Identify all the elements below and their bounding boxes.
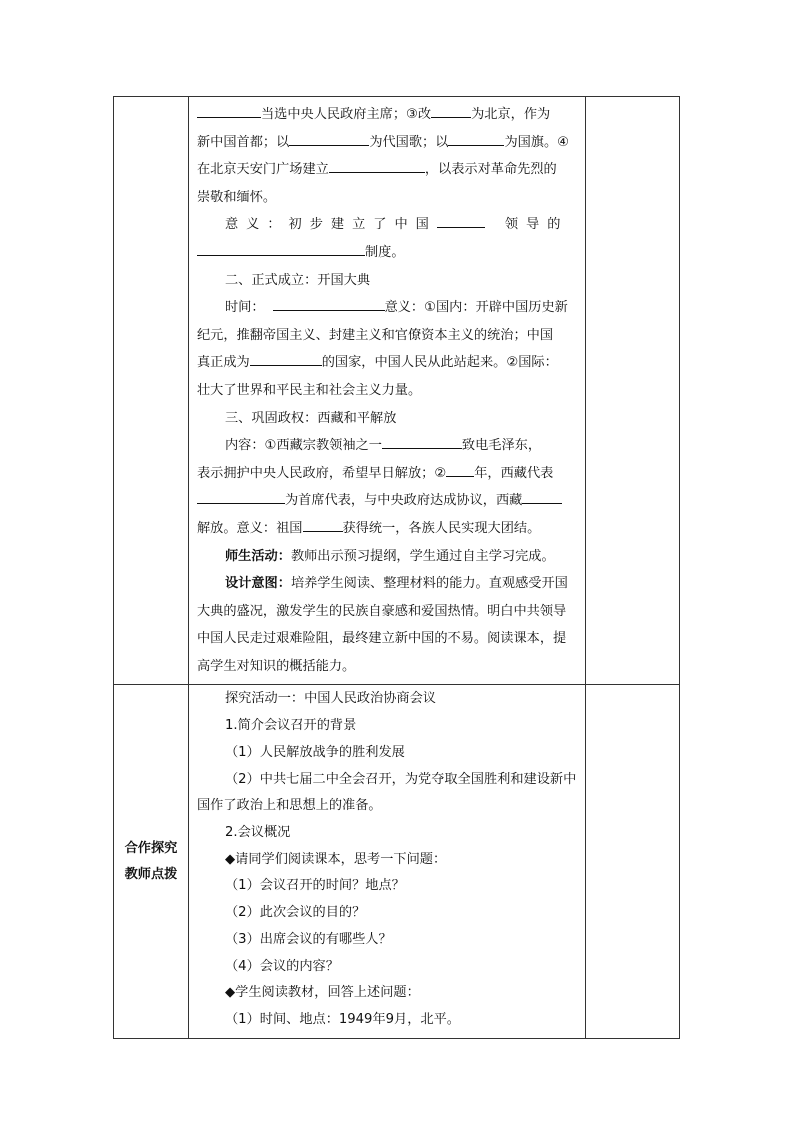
row-label-cell — [114, 685, 189, 1038]
notes-cell — [586, 685, 680, 1038]
section-heading: 二、正式成立：开国大典 — [225, 272, 371, 288]
fill-blank[interactable] — [197, 103, 261, 118]
text-line: 意义：初步建立了中国 领导的 — [197, 211, 578, 239]
fill-blank[interactable] — [431, 103, 471, 118]
text-line: 壮大了世界和平民主和社会主义力量。 — [197, 382, 422, 398]
text-line: （4）会议的内容？ — [225, 958, 339, 974]
text-line: 在北京天安门广场建立 ，以表示对革命先烈的 — [197, 156, 578, 184]
text-line: （1）会议召开的时间？地点？ — [225, 878, 405, 894]
table-row — [114, 685, 680, 1038]
text-line: 1.简介会议召开的背景 — [225, 718, 357, 734]
text-line: 制度。 — [197, 239, 578, 267]
fill-blank[interactable] — [382, 434, 462, 449]
text-line: 纪元，推翻帝国主义、封建主义和官僚资本主义的统治；中国 — [197, 327, 554, 343]
row-label-cell — [114, 97, 189, 685]
text-line: 崇敬和缅怀。 — [197, 189, 277, 205]
text-line: （1）人民解放战争的胜利发展 — [225, 744, 405, 760]
row-label: 教师点拨 — [124, 866, 178, 882]
fill-blank[interactable] — [448, 131, 504, 146]
text-line: 真正成为 的国家，中国人民从此站起来。②国际： — [197, 349, 578, 377]
content-cell — [189, 97, 586, 685]
fill-blank[interactable] — [197, 241, 365, 256]
text-line: （3）出席会议的有哪些人？ — [225, 931, 392, 947]
text-line: 时间： 意义：①国内：开辟中国历史新 — [197, 294, 578, 322]
fill-blank[interactable] — [437, 213, 485, 228]
text-line: （2）中共七届二中全会召开，为党夺取全国胜利和建设新中国作了政治上和思想上的准备。 — [197, 771, 577, 814]
teacher-activity: 师生活动：教师出示预习提纲，学生通过自主学习完成。 — [225, 548, 555, 564]
section-heading: 三、巩固政权：西藏和平解放 — [225, 410, 397, 426]
text-line: ◆请同学们阅读课本，思考一下问题： — [225, 851, 447, 867]
text-line: 解放。意义：祖国 获得统一，各族人民实现大团结。 — [197, 515, 578, 543]
table-row — [114, 97, 680, 685]
design-intent: 设计意图：培养学生阅读、整理材料的能力。直观感受开国大典的盛况，激发学生的民族自豪感和爱国热情。明白中共领导中国人民走过艰难险阻，最终建立新中国的不易。阅读课本，提高学生对知识的概括能力。 — [197, 576, 568, 674]
fill-blank[interactable] — [289, 131, 369, 146]
text-line: 为首席代表，与中央政府达成协议，西藏 — [197, 487, 578, 515]
fill-blank[interactable] — [197, 489, 285, 504]
fill-blank[interactable] — [303, 517, 343, 532]
text-line: 2.会议概况 — [225, 824, 291, 840]
lesson-plan-table — [113, 96, 680, 1039]
text-line: 内容：①西藏宗教领袖之一 致电毛泽东， — [197, 432, 578, 460]
text-line: 表示拥护中央人民政府，希望早日解放；② 年，西藏代表 — [197, 460, 578, 488]
fill-blank[interactable] — [273, 296, 385, 311]
fill-blank[interactable] — [329, 158, 425, 173]
section-heading: 探究活动一：中国人民政治协商会议 — [225, 691, 436, 707]
fill-blank[interactable] — [250, 351, 322, 366]
text-line: （1）时间、地点：1949年9月，北平。 — [225, 1011, 460, 1027]
text-line: 当选中央人民政府主席；③改 为北京，作为 — [197, 101, 578, 129]
content-cell — [189, 685, 586, 1038]
row-label: 合作探究 — [124, 840, 178, 856]
fill-blank[interactable] — [522, 489, 562, 504]
notes-cell — [586, 97, 680, 685]
text-line: ◆学生阅读教材，回答上述问题： — [225, 985, 420, 1001]
fill-blank[interactable] — [446, 462, 474, 477]
text-line: （2）此次会议的目的？ — [225, 905, 366, 921]
text-line: 新中国首都；以 为代国歌；以 为国旗。④ — [197, 129, 578, 157]
